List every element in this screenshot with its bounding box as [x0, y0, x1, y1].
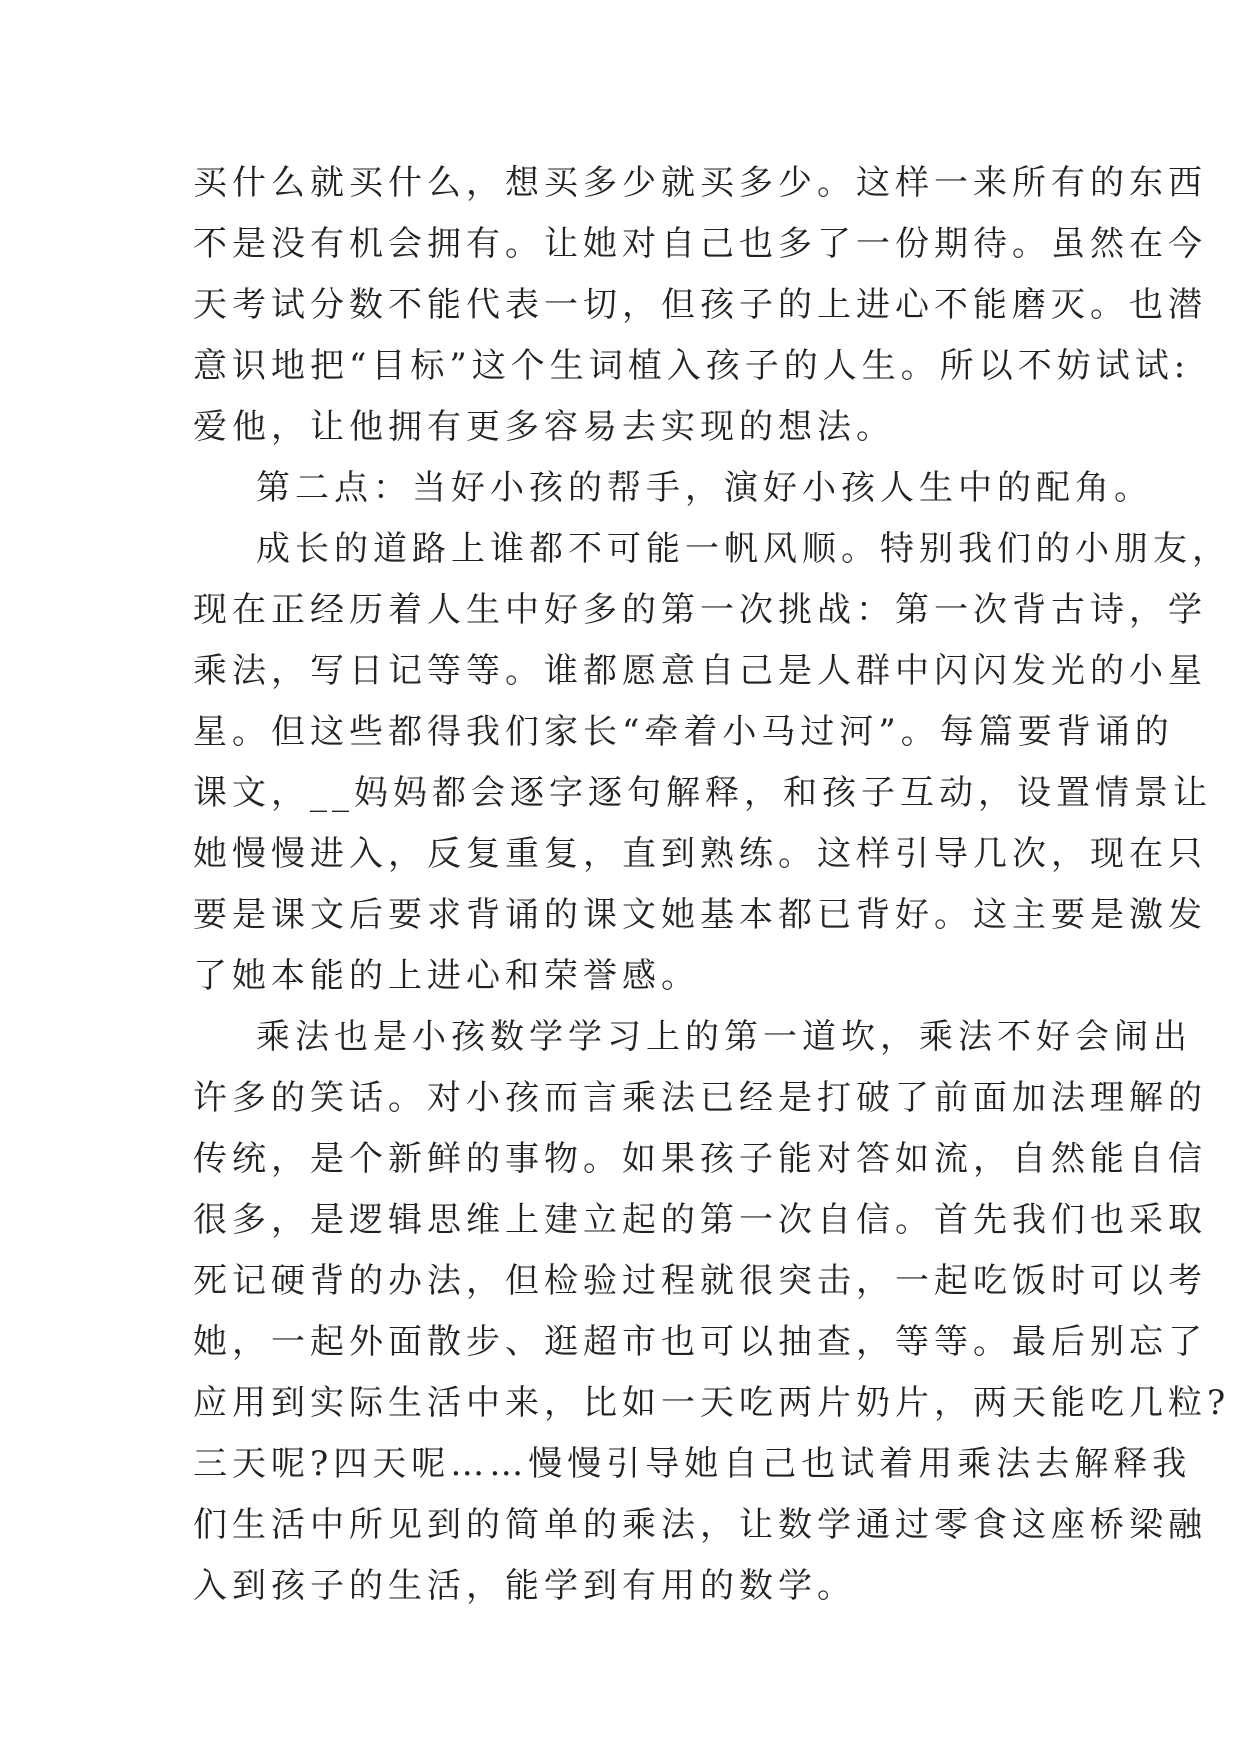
text-line: 传统，是个新鲜的事物。如果孩子能对答如流，自然能自信	[193, 1139, 1207, 1179]
text-line: 她慢慢进入，反复重复，直到熟练。这样引导几次，现在只	[193, 834, 1207, 874]
text-line: 应用到实际生活中来，比如一天吃两片奶片，两天能吃几粒?	[193, 1383, 1231, 1423]
text-line: 要是课文后要求背诵的课文她基本都已背好。这主要是激发	[193, 895, 1207, 935]
text-line: 买什么就买什么，想买多少就买多少。这样一来所有的东西	[193, 163, 1207, 203]
text-line: 意识地把“目标”这个生词植入孩子的人生。所以不妨试试:	[193, 346, 1191, 386]
text-line: 课文，__妈妈都会逐字逐句解释，和孩子互动，设置情景让	[193, 773, 1212, 813]
text-line: 星。但这些都得我们家长“牵着小马过河”。每篇要背诵的	[193, 712, 1174, 752]
text-line: 她，一起外面散步、逛超市也可以抽查，等等。最后别忘了	[193, 1322, 1207, 1362]
text-line: 不是没有机会拥有。让她对自己也多了一份期待。虽然在今	[193, 224, 1207, 264]
text-line: 成长的道路上谁都不可能一帆风顺。特别我们的小朋友，	[256, 529, 1231, 569]
text-line: 许多的笑话。对小孩而言乘法已经是打破了前面加法理解的	[193, 1078, 1207, 1118]
document-body	[193, 158, 1231, 1622]
text-line: 三天呢?四天呢……慢慢引导她自己也试着用乘法去解释我	[193, 1444, 1192, 1484]
text-line: 乘法，写日记等等。谁都愿意自己是人群中闪闪发光的小星	[193, 651, 1207, 691]
text-line: 死记硬背的办法，但检验过程就很突击，一起吃饭时可以考	[193, 1261, 1207, 1301]
text-line: 们生活中所见到的简单的乘法，让数学通过零食这座桥梁融	[193, 1505, 1207, 1545]
text-line: 了她本能的上进心和荣誉感。	[193, 956, 700, 996]
text-line: 爱他，让他拥有更多容易去实现的想法。	[193, 407, 895, 447]
text-line: 第二点：当好小孩的帮手，演好小孩人生中的配角。	[256, 468, 1153, 508]
text-line: 天考试分数不能代表一切，但孩子的上进心不能磨灭。也潜	[193, 285, 1207, 325]
text-line: 很多，是逻辑思维上建立起的第一次自信。首先我们也采取	[193, 1200, 1207, 1240]
text-line: 入到孩子的生活，能学到有用的数学。	[193, 1566, 856, 1606]
text-line: 乘法也是小孩数学学习上的第一道坎，乘法不好会闹出	[256, 1017, 1192, 1057]
text-line: 现在正经历着人生中好多的第一次挑战：第一次背古诗，学	[193, 590, 1207, 630]
